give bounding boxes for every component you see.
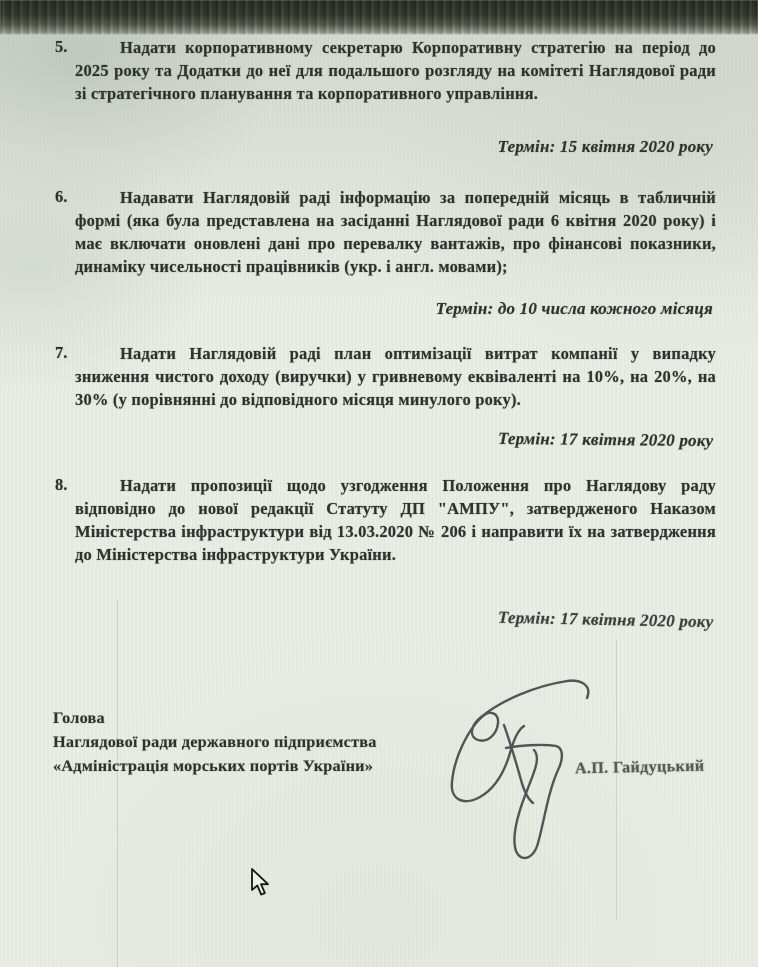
item-text: Надати Наглядовій раді план оптимізації витрат компанії у випадку зниження чистого доходу (виручки) у гривневому еквіваленті на 10%, на 20%, на 30% (у порівнянні до відповідного місяця минулого року). <box>75 344 716 409</box>
item-number: 5. <box>55 37 68 56</box>
signer-title-line: Наглядової ради державного підприємства <box>53 732 377 751</box>
list-item-8 <box>53 474 716 566</box>
list-item-6 <box>53 186 716 278</box>
signer-title-line: Голова <box>53 708 105 727</box>
scan-dark-edge <box>0 0 758 34</box>
signer-title-line: «Адміністрація морських портів України» <box>53 756 374 775</box>
list-item-5 <box>53 36 716 105</box>
item-number: 6. <box>55 187 68 206</box>
deadline-line-8: Термін: 17 квітня 2020 року <box>497 607 714 632</box>
item-text: Надати пропозиції щодо узгодження Положення про Наглядову раду відповідно до нової редакції Статуту ДП "АМПУ", затвердженого Наказом Міністерства інфраструктури від 13.03.2020 № 206 і направити їх на затвердження до Міністерства інфраструктури України. <box>75 476 716 564</box>
paper-fold-line <box>117 600 118 967</box>
list-item-7 <box>53 342 716 411</box>
deadline-line-7: Термін: 17 квітня 2020 року <box>497 428 714 451</box>
item-text: Надати корпоративному секретарю Корпоративну стратегію на період до 2025 року та Додатки до неї для подальшого розгляду на комітеті Наглядової ради зі стратегічного планування та корпоративного управління. <box>75 38 716 103</box>
item-text: Надавати Наглядовій раді інформацію за попередній місяць в табличній формі (яка була представлена на засіданні Наглядової ради 6 квітня 2020 року) і має включати оновлені дані про перевалку вантажів, про фінансові показники, динаміку чисельності працівників (укр. і англ. мовами); <box>75 188 716 276</box>
item-number: 8. <box>55 475 68 494</box>
signer-title-block <box>53 706 377 778</box>
signer-name: А.П. Гайдуцький <box>574 757 705 778</box>
arrow-cursor-icon[interactable] <box>250 868 272 898</box>
item-number: 7. <box>55 343 68 362</box>
deadline-line-6: Термін: до 10 числа кожного місяця <box>435 299 713 318</box>
deadline-line-5: Термін: 15 квітня 2020 року <box>497 137 713 156</box>
